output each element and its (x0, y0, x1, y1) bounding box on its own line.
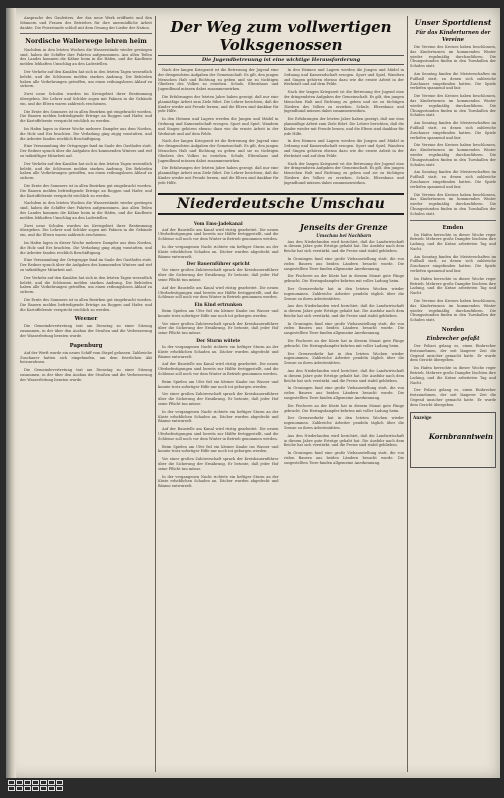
article-paragraph: Nach der langen Kriegszeit ist die Betreuung der Jugend eine der dringendsten Aufgaben der Gemeinschaft. Es gilt, den jungen Menschen Halt und Richtung zu geben und sie zu tüchtigen Gliedern des Volkes zu erziehen. Schule, Elternhaus und Jugendbund müssen dabei zusammenwirken. (158, 139, 279, 163)
news-paragraph: Vor einer großen Zuhörerschaft sprach der Kreisbauernführer über die Sicherung der Ernährung. Er betonte, daß jeder Hof seine Pflicht tun müsse. (158, 457, 279, 471)
ruler-cell (40, 786, 47, 791)
news-paragraph: In der vergangenen Nacht richtete ein heftiger Sturm an der Küste erheblichen Schaden an. Dächer wurden abgedeckt und Bäume entwurzelt. (158, 409, 279, 424)
sport-paragraph: Die Vereine des Kreises haben beschlossen, das Kinderturnen im kommenden Winter wieder regelmäßig durchzuführen. Die Übungsstunden finden in den Turnhallen der Schulen statt. (410, 94, 496, 118)
news-paragraph: Beim Spielen am Ufer fiel ein kleiner Knabe ins Wasser und konnte trotz sofortiger Hilfe nur noch tot geborgen werden. (158, 444, 279, 454)
ad-title: Anzeige (413, 414, 432, 420)
ruler-cell (56, 786, 63, 791)
article-paragraph: In den Heimen und Lagern werden die Jungen und Mädel in Ordnung und Kameradschaft erzogen. Sport und Spiel, Wandern und Singen gehören ebenso dazu wie die ernste Arbeit in der Werkstatt und auf dem Felde. (158, 117, 279, 136)
news-subheading: Der Bauernführer spricht (186, 262, 250, 268)
main-subheadline: Die Jugendbetreuung ist eine wichtige Herausforderung (158, 55, 404, 65)
right-column (410, 16, 496, 772)
ruler-cell (8, 786, 15, 791)
scan-color-ruler (8, 780, 70, 792)
news-paragraph: Beim Spielen am Ufer fiel ein kleiner Knabe ins Wasser und konnte trotz sofortiger Hilfe nur noch tot geborgen werden. (158, 309, 279, 318)
news-paragraph: Der Grenzverkehr hat in den letzten Wochen wieder zugenommen. Zahlreiche Arbeiter pendeln täglich über die Grenze zu ihren Arbeitsstätten. (283, 416, 404, 431)
news-paragraph: Die Fischerei an der Küste hat in diesem Monat gute Fänge gebracht. Die Heringsdampfer kehrten mit voller Ladung heim. (283, 339, 404, 348)
column-subheadline: Umschau bei Nachbarn (316, 232, 372, 238)
news-paragraph: In Groningen fand eine große Viehausstellung statt, die von vielen Bauern aus beiden Ländern besucht wurde. Die ausgestellten Tiere fanden allgemeine Anerkennung. (283, 321, 404, 336)
news-paragraph: Auf der Baustelle am Kanal wird rüstig gearbeitet. Die neuen Uferbefestigungen sind bereits zur Hälfte fertiggestellt, und die Schleuse soll noch vor dem Winter in Betrieb genommen werden. (158, 362, 279, 377)
news-paragraph: In der vergangenen Nacht richtete ein heftiger Sturm an der Küste erheblichen Schaden an. Dächer wurden abgedeckt und Bäume entwurzelt. (158, 474, 279, 489)
ruler-cell (24, 786, 31, 791)
sport-paragraph: Am Sonntag fanden die Meisterschaften im Fußball statt, zu denen sich zahlreiche Zuschauer eingefunden hatten. Die Spiele verliefen spannend und fair. (410, 170, 496, 189)
news-paragraph: In der vergangenen Nacht richtete ein heftiger Sturm an der Küste erheblichen Schaden an. Dächer wurden abgedeckt und Bäume entwurzelt. (158, 345, 279, 359)
news-paragraph: Aus den Niederlanden wird berichtet, daß die Landwirtschaft in diesem Jahre gute Erträge gehabt hat. Die Ausfuhr nach dem Reiche hat sich verstärkt, und die Preise sind stabil geblieben. (283, 239, 404, 254)
news-paragraph: In Groningen fand eine große Viehausstellung statt, die von vielen Bauern aus beiden Ländern besucht wurde. Die ausgestellten Tiere fanden allgemeine Anerkennung. (283, 451, 404, 465)
news-paragraph: Auf der Baustelle am Kanal wird rüstig gearbeitet. Die neuen Uferbefestigungen sind bereits zur Hälfte fertiggestellt, und die Schleuse soll noch vor dem Winter in Betrieb genommen werden. (158, 227, 279, 242)
news-paragraph: Vor einer großen Zuhörerschaft sprach der Kreisbauernführer über die Sicherung der Ernährung. Er betonte, daß jeder Hof seine Pflicht tun müsse. (158, 268, 279, 282)
page-binding (6, 8, 16, 778)
news-subheading: Der Sturm wütete (196, 339, 241, 345)
local-paragraph: Im Hafen herrschte in dieser Woche reger Betrieb. Mehrere große Dampfer löschten ihre Ladung, und die Kräne arbeiteten Tag und Nacht. (410, 366, 496, 385)
column-headline: Jenseits der Grenze (299, 221, 388, 232)
news-paragraph: In Groningen fand eine große Viehausstellung statt, die von vielen Bauern aus beiden Ländern besucht wurde. Die ausgestellten Tiere fanden allgemeine Anerkennung. (283, 386, 404, 401)
sport-paragraph: Die Vereine des Kreises haben beschlossen, das Kinderturnen im kommenden Winter wieder regelmäßig durchzuführen. Die Übungsstunden finden in den Turnhallen der Schulen statt. (410, 192, 496, 216)
divider (410, 220, 496, 221)
news-paragraph: Auf der Baustelle am Kanal wird rüstig gearbeitet. Die neuen Uferbefestigungen sind bereits zur Hälfte fertiggestellt, und die Schleuse soll noch vor dem Winter in Betrieb genommen werden. (158, 285, 279, 300)
location-heading: Norden (441, 327, 465, 334)
local-paragraph: Im Hafen herrschte in dieser Woche reger Betrieb. Mehrere große Dampfer löschten ihre Ladung, und die Kräne arbeiteten Tag und Nacht. (410, 232, 496, 251)
sport-paragraph: Die Vereine des Kreises haben beschlossen, das Kinderturnen im kommenden Winter wieder regelmäßig durchzuführen. Die Übungsstunden finden in den Turnhallen der Schulen statt. (410, 45, 496, 69)
ruler-cell (48, 780, 55, 785)
news-paragraph: Beim Spielen am Ufer fiel ein kleiner Knabe ins Wasser und konnte trotz sofortiger Hilfe nur noch tot geborgen werden. (158, 379, 279, 389)
ruler-cell (32, 780, 39, 785)
col1-headline: Nordische Wallerwege lehren heim (25, 38, 147, 46)
col1-paragraph: Die Gemeindevertretung trat am Dienstag zu einer Sitzung zusammen, in der über den Ausbau der Straßen und die Verbesserung der Wasserleitung beraten wurde. (20, 324, 152, 338)
news-paragraph: Aus den Niederlanden wird berichtet, daß die Landwirtschaft in diesem Jahre gute Erträge gehabt hat. Die Ausfuhr nach dem Reiche hat sich verstärkt, und die Preise sind stabil geblieben. (283, 433, 404, 448)
local-headline: Einbrecher gefaßt (426, 336, 480, 343)
col1-paragraph: Eine Versammlung der Ortsgruppe fand im Saale des Gasthofes statt. Der Redner sprach über die Aufgaben des kommenden Winters und rief zu tatkräftiger Mitarbeit auf. (20, 144, 152, 159)
news-paragraph: Aus den Niederlanden wird berichtet, daß die Landwirtschaft in diesem Jahre gute Erträge gehabt hat. Die Ausfuhr nach dem Reiche hat sich verstärkt, und die Preise sind stabil geblieben. (283, 304, 404, 318)
article-paragraph: Die Erfahrungen der letzten Jahre haben gezeigt, daß nur eine planmäßige Arbeit zum Ziele führt. Die Lehrer berichten, daß die Kinder wieder mit Freude lernen, und die Eltern sind dankbar für jede Hilfe. (158, 166, 279, 185)
article-paragraph: Die Erfahrungen der letzten Jahre haben gezeigt, daß nur eine planmäßige Arbeit zum Ziele führt. Die Lehrer berichten, daß die Kinder wieder mit Freude lernen, und die Eltern sind dankbar für jede Hilfe. (158, 94, 279, 114)
col1-paragraph: Zwei neue Schulen wurden im Kreisgebiet ihrer Bestimmung übergeben. Die Lehrer und Schüler zogen mit Fahnen in die Gebäude ein, und die Eltern waren zahlreich erschienen. (20, 223, 152, 238)
news-paragraph: Der Grenzverkehr hat in den letzten Wochen wieder zugenommen. Zahlreiche Arbeiter pendeln täglich über die Grenze zu ihren Arbeitsstätten. (283, 351, 404, 366)
news-paragraph: In der vergangenen Nacht richtete ein heftiger Sturm an der Küste erheblichen Schaden an. Dächer wurden abgedeckt und Bäume entwurzelt. (158, 244, 279, 259)
article-paragraph: Nach der langen Kriegszeit ist die Betreuung der Jugend eine der dringendsten Aufgaben der Gemeinschaft. Es gilt, den jungen Menschen Halt und Richtung zu geben und sie zu tüchtigen Gliedern des Volkes zu erziehen. Schule, Elternhaus und Jugendbund müssen dabei zusammenwirken. (283, 90, 404, 114)
col1-paragraph: Der Verkehr auf den Kanälen hat sich in den letzten Tagen wesentlich belebt, und die Schleusen melden starken Andrang. Die Behörden haben alle Vorkehrungen getroffen, um einen reibungslosen Ablauf zu sichern. (20, 70, 152, 89)
sport-subheadline: Für das Kinderturnen der Vereine (415, 30, 491, 43)
sport-paragraph: Am Sonntag fanden die Meisterschaften im Fußball statt, zu denen sich zahlreiche Zuschauer eingefunden hatten. Die Spiele verliefen spannend und fair. (410, 71, 496, 91)
section-headline: Niederdeutsche Umschau (158, 193, 404, 215)
sport-headline: Unser Sportdienst (414, 18, 492, 27)
section-body (158, 219, 404, 492)
news-paragraph: Vor einer großen Zuhörerschaft sprach der Kreisbauernführer über die Sicherung der Ernährung. Er betonte, daß jeder Hof seine Pflicht tun müsse. (158, 321, 279, 336)
ruler-cell (48, 786, 55, 791)
col1-paragraph: Der Verkehr auf den Kanälen hat sich in den letzten Tagen wesentlich belebt, und die Schleusen melden starken Andrang. Die Behörden haben alle Vorkehrungen getroffen, um einen reibungslosen Ablauf zu sichern. (20, 275, 152, 295)
ruler-cell (8, 780, 15, 785)
ruler-cell (16, 786, 23, 791)
center-column (158, 16, 404, 772)
ruler-cell (16, 780, 23, 785)
article-paragraph: In den Heimen und Lagern werden die Jungen und Mädel in Ordnung und Kameradschaft erzogen. Sport und Spiel, Wandern und Singen gehören ebenso dazu wie die ernste Arbeit in der Werkstatt und auf dem Felde. (283, 68, 404, 87)
news-subheading: Vom Ems-Jadekanal (193, 221, 243, 227)
local-paragraph: Der Polizei gelang es, einen Einbrecher festzunehmen, der seit längerer Zeit die Gegend unsicher gemacht hatte. Er wurde dem Gericht übergeben. (410, 344, 496, 363)
news-subheading: Ein Kind ertrunken (194, 303, 243, 309)
news-paragraph: Die Fischerei an der Küste hat in diesem Monat gute Fänge gebracht. Die Heringsdampfer kehrten mit voller Ladung heim. (283, 403, 404, 413)
col1-paragraph: Der Verkehr auf den Kanälen hat sich in den letzten Tagen wesentlich belebt, und die Schleusen melden starken Andrang. Die Behörden haben alle Vorkehrungen getroffen, um einen reibungslosen Ablauf zu sichern. (20, 161, 152, 181)
col1-paragraph: Im Hafen lagen in dieser Woche mehrere Dampfer aus dem Norden, die Holz und Erz brachten. Die Verladung ging zügig vonstatten, und die Arbeiter fanden reichlich Beschäftigung. (20, 127, 152, 141)
article-paragraph: In den Heimen und Lagern werden die Jungen und Mädel in Ordnung und Kameradschaft erzogen. Sport und Spiel, Wandern und Singen gehören ebenso dazu wie die ernste Arbeit in der Werkstatt und auf dem Felde. (283, 139, 404, 158)
local-paragraph: Im Hafen herrschte in dieser Woche reger Betrieb. Mehrere große Dampfer löschten ihre Ladung, und die Kräne arbeiteten Tag und Nacht. (410, 276, 496, 296)
news-paragraph: In Groningen fand eine große Viehausstellung statt, die von vielen Bauern aus beiden Ländern besucht wurde. Die ausgestellten Tiere fanden allgemeine Anerkennung. (283, 256, 404, 271)
local-paragraph: Am Sonntag fanden die Meisterschaften im Fußball statt, zu denen sich zahlreiche Zuschauer eingefunden hatten. Die Spiele verliefen spannend und fair. (410, 254, 496, 274)
ruler-cell (40, 780, 47, 785)
main-headline: Der Weg zum vollwertigen Volksgenossen (170, 18, 392, 54)
sport-paragraph: Die Vereine des Kreises haben beschlossen, das Kinderturnen im kommenden Winter wieder regelmäßig durchzuführen. Die Übungsstunden finden in den Turnhallen der Schulen statt. (410, 143, 496, 167)
article-paragraph: Nach der langen Kriegszeit ist die Betreuung der Jugend eine der dringendsten Aufgaben der Gemeinschaft. Es gilt, den jungen Menschen Halt und Richtung zu geben und sie zu tüchtigen Gliedern des Volkes zu erziehen. Schule, Elternhaus und Jugendbund müssen dabei zusammenwirken. (283, 161, 404, 185)
col1-paragraph: Nachdem in den letzten Wochen die Wasserstände wieder gestiegen sind, haben die Schiffer ihre Fahrten aufgenommen. Aus allen Teilen des Landes kommen die Kähne heim in die Häfen, und die Kaufleute melden lebhaften Umschlag an den Ladestellen. (20, 201, 152, 220)
news-paragraph: Auf der Baustelle am Kanal wird rüstig gearbeitet. Die neuen Uferbefestigungen sind bereits zur Hälfte fertiggestellt, und die Schleuse soll noch vor dem Winter in Betrieb genommen werden. (158, 427, 279, 441)
col1-paragraph: Im Hafen lagen in dieser Woche mehrere Dampfer aus dem Norden, die Holz und Erz brachten. Die Verladung ging zügig vonstatten, und die Arbeiter fanden reichlich Beschäftigung. (20, 240, 152, 255)
col1-paragraph: Nachdem in den letzten Wochen die Wasserstände wieder gestiegen sind, haben die Schiffer ihre Fahrten aufgenommen. Aus allen Teilen des Landes kommen die Kähne heim in die Häfen, und die Kaufleute melden lebhaften Umschlag an den Ladestellen. (20, 47, 152, 67)
left-column (20, 16, 152, 772)
col1-paragraph: Die Gemeindevertretung trat am Dienstag zu einer Sitzung zusammen, in der über den Ausbau der Straßen und die Verbesserung der Wasserleitung beraten wurde. (20, 368, 152, 382)
local-paragraph: Die Vereine des Kreises haben beschlossen, das Kinderturnen im kommenden Winter wieder regelmäßig durchzuführen. Die Übungsstunden finden in den Turnhallen der Schulen statt. (410, 299, 496, 323)
col1-paragraph: Eine Versammlung der Ortsgruppe fand im Saale des Gasthofes statt. Der Redner sprach über die Aufgaben des kommenden Winters und rief zu tatkräftiger Mitarbeit auf. (20, 258, 152, 272)
ruler-cell (24, 780, 31, 785)
news-paragraph: Die Fischerei an der Küste hat in diesem Monat gute Fänge gebracht. Die Heringsdampfer kehrten mit voller Ladung heim. (283, 274, 404, 284)
location-heading: Weener (74, 316, 98, 323)
ruler-cell (56, 780, 63, 785)
location-heading: Papenburg (69, 342, 103, 349)
news-paragraph: Aus den Niederlanden wird berichtet, daß die Landwirtschaft in diesem Jahre gute Erträge gehabt hat. Die Ausfuhr nach dem Reiche hat sich verstärkt, und die Preise sind stabil geblieben. (283, 369, 404, 383)
sport-paragraph: Am Sonntag fanden die Meisterschaften im Fußball statt, zu denen sich zahlreiche Zuschauer eingefunden hatten. Die Spiele verliefen spannend und fair. (410, 121, 496, 140)
article-paragraph: Die Erfahrungen der letzten Jahre haben gezeigt, daß nur eine planmäßige Arbeit zum Ziele führt. Die Lehrer berichten, daß die Kinder wieder mit Freude lernen, und die Eltern sind dankbar für jede Hilfe. (283, 117, 404, 136)
advertisement (410, 412, 496, 468)
col1-paragraph: Zwei neue Schulen wurden im Kreisgebiet ihrer Bestimmung übergeben. Die Lehrer und Schüler zogen mit Fahnen in die Gebäude ein, und die Eltern waren zahlreich erschienen. (20, 92, 152, 106)
local-paragraph: Der Polizei gelang es, einen Einbrecher festzunehmen, der seit längerer Zeit die Gegend unsicher gemacht hatte. Er wurde dem Gericht übergeben. (410, 388, 496, 407)
news-paragraph: Der Grenzverkehr hat in den letzten Wochen wieder zugenommen. Zahlreiche Arbeiter pendeln täglich über die Grenze zu ihren Arbeitsstätten. (283, 286, 404, 301)
article-paragraph: Nach der langen Kriegszeit ist die Betreuung der Jugend eine der dringendsten Aufgaben der Gemeinschaft. Es gilt, den jungen Menschen Halt und Richtung zu geben und sie zu tüchtigen Gliedern des Volkes zu erziehen. Schule, Elternhaus und Jugendbund müssen dabei zusammenwirken. (158, 68, 279, 92)
location-heading: Emden (442, 224, 464, 231)
col1-paragraph: Die Ernte des Sommers ist in allen Bezirken gut eingebracht worden. Die Bauern melden befriedigende Erträge an Roggen und Hafer, und die Kartoffelernte verspricht reichlich zu werden. (20, 297, 152, 312)
column-rule (407, 16, 408, 772)
col1-paragraph: Die Ernte des Sommers ist in allen Bezirken gut eingebracht worden. Die Bauern melden befriedigende Erträge an Roggen und Hafer, und die Kartoffelernte verspricht reichlich zu werden. (20, 184, 152, 198)
ad-brand: Kornbranntwein (428, 431, 493, 441)
col1-paragraph: Die Ernte des Sommers ist in allen Bezirken gut eingebracht worden. Die Bauern melden befriedigende Erträge an Roggen und Hafer, und die Kartoffelernte verspricht reichlich zu werden. (20, 109, 152, 124)
ruler-cell (32, 786, 39, 791)
col1-intro: Ansprache des Gauleiters, der das neue Werk eröffnete und den Männern und Frauen des Betriebes für ihre unermüdliche Arbeit dankte. Die Feierstunde schloß mit dem Gesang der Lieder der Nation. (20, 16, 152, 30)
col1-paragraph: Auf der Werft wurde ein neues Schiff vom Stapel gelassen. Zahlreiche Zuschauer hatten sich eingefunden, um dem feierlichen Akt beizuwohnen. (20, 350, 152, 365)
newspaper-page (6, 8, 500, 778)
column-rule (155, 16, 156, 772)
divider (20, 33, 152, 34)
news-paragraph: Vor einer großen Zuhörerschaft sprach der Kreisbauernführer über die Sicherung der Ernährung. Er betonte, daß jeder Hof seine Pflicht tun müsse. (158, 392, 279, 407)
article-body (158, 68, 404, 189)
